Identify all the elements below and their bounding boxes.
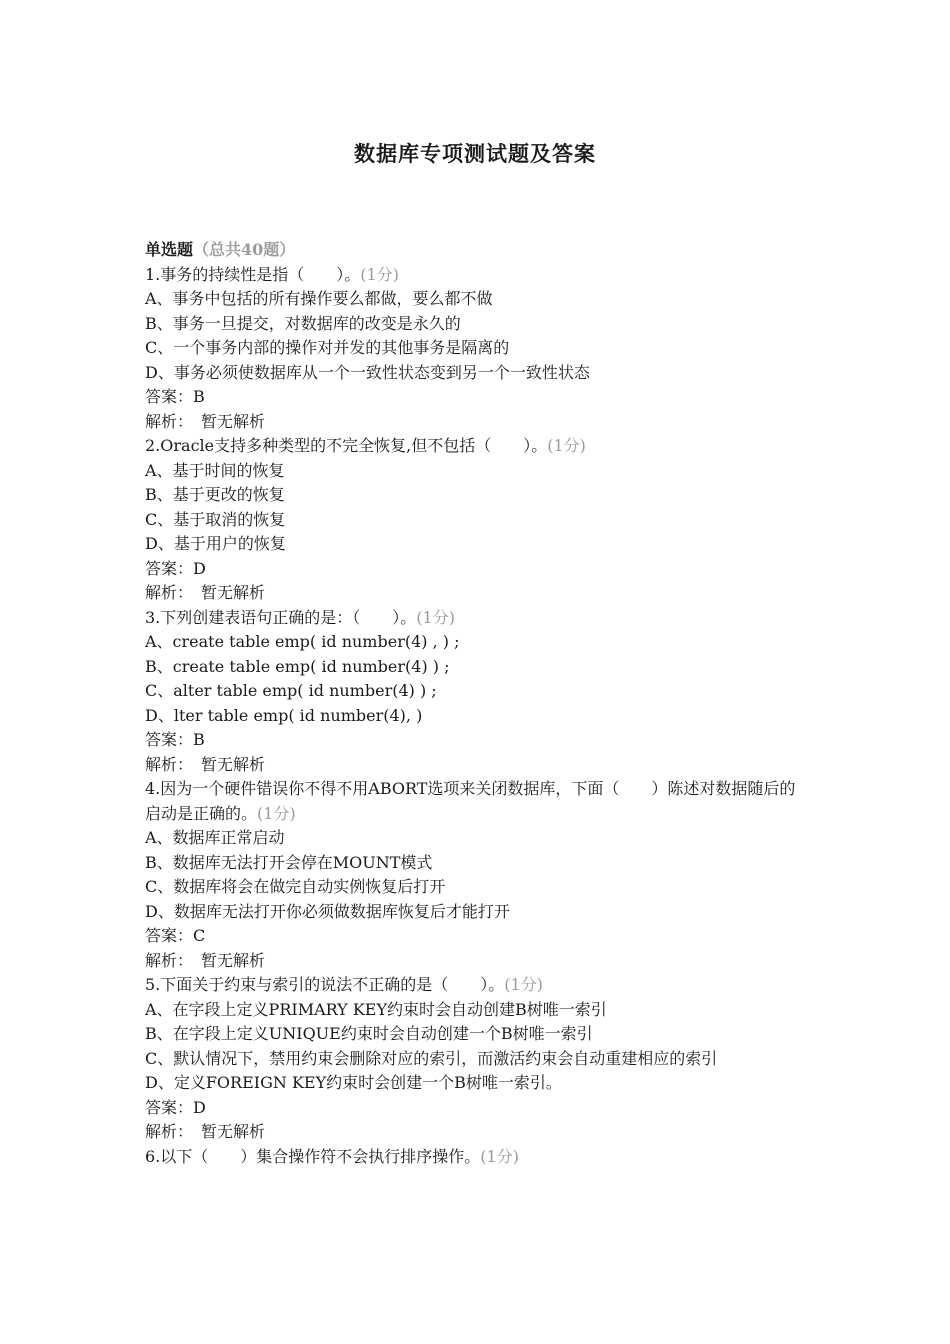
analysis-line: 解析： 暂无解析	[145, 1122, 266, 1141]
question-1	[145, 263, 810, 435]
answer-line: 答案：D	[145, 1097, 206, 1117]
question-stem	[145, 973, 810, 998]
answer-line: 答案：B	[145, 387, 205, 406]
question-text: 2.Oracle支持多种类型的不完全恢复,但不包括（ ）。	[145, 436, 548, 455]
option-c: C、一个事务内部的操作对并发的其他事务是隔离的	[145, 338, 510, 357]
question-score: (1分)	[547, 436, 586, 455]
question-stem	[145, 263, 810, 288]
section-heading	[145, 238, 810, 263]
option-a: A、create table emp( id number(4) , ) ;	[145, 632, 460, 651]
question-score: (1分)	[480, 1146, 519, 1166]
question-5	[145, 973, 810, 1145]
question-stem	[145, 1145, 810, 1170]
question-stem	[145, 777, 810, 826]
answer-line: 答案：C	[145, 926, 206, 945]
question-3	[145, 606, 810, 778]
option-c: C、基于取消的恢复	[145, 509, 286, 529]
page-title: 数据库专项测试题及答案	[354, 141, 596, 166]
analysis-line: 解析： 暂无解析	[145, 411, 266, 431]
question-6	[145, 1145, 810, 1170]
option-a: A、事务中包括的所有操作要么都做，要么都不做	[145, 289, 493, 308]
question-score: (1分)	[416, 607, 455, 627]
option-b: B、数据库无法打开会停在MOUNT模式	[145, 852, 433, 872]
option-b: B、在字段上定义UNIQUE约束时会自动创建一个B树唯一索引	[145, 1024, 593, 1043]
question-score: (1分)	[257, 803, 296, 823]
option-b: B、事务一旦提交，对数据库的改变是永久的	[145, 313, 461, 333]
question-stem	[145, 606, 810, 631]
question-2	[145, 434, 810, 606]
question-text: 5.下面关于约束与索引的说法不正确的是（ ）。	[145, 975, 505, 994]
question-text: 6.以下（ ）集合操作符不会执行排序操作。	[145, 1146, 481, 1166]
option-b: B、基于更改的恢复	[145, 485, 285, 504]
option-d: D、lter table emp( id number(4), )	[145, 705, 423, 725]
answer-line: 答案：B	[145, 730, 205, 749]
question-stem	[145, 434, 810, 459]
option-d: D、事务必须使数据库从一个一致性状态变到另一个一致性状态	[145, 362, 590, 382]
question-text: 4.因为一个硬件错误你不得不用ABORT选项来关闭数据库，下面（ ）陈述对数据随后的启动是正确的。	[145, 779, 796, 823]
question-text: 3.下列创建表语句正确的是：（ ）。	[145, 607, 417, 627]
option-d: D、基于用户的恢复	[145, 534, 286, 553]
option-a: A、在字段上定义PRIMARY KEY约束时会自动创建B树唯一索引	[145, 999, 607, 1019]
option-c: C、默认情况下，禁用约束会删除对应的索引，而激活约束会自动重建相应的索引	[145, 1048, 718, 1068]
answer-line: 答案：D	[145, 558, 206, 578]
question-4	[145, 777, 810, 973]
analysis-line: 解析： 暂无解析	[145, 754, 266, 774]
option-d: D、定义FOREIGN KEY约束时会创建一个B树唯一索引。	[145, 1073, 562, 1092]
option-d: D、数据库无法打开你必须做数据库恢复后才能打开	[145, 901, 510, 921]
option-c: C、alter table emp( id number(4) ) ;	[145, 681, 437, 700]
analysis-line: 解析： 暂无解析	[145, 950, 266, 970]
analysis-line: 解析： 暂无解析	[145, 583, 266, 602]
option-a: A、数据库正常启动	[145, 828, 285, 847]
question-text: 1.事务的持续性是指（ ）。	[145, 264, 361, 284]
option-a: A、基于时间的恢复	[145, 460, 285, 480]
document-body	[145, 238, 810, 1169]
section-count: （总共40题）	[193, 240, 296, 259]
option-c: C、数据库将会在做完自动实例恢复后打开	[145, 877, 446, 896]
option-b: B、create table emp( id number(4) ) ;	[145, 656, 450, 676]
question-score: (1分)	[504, 975, 543, 994]
question-score: (1分)	[360, 264, 399, 284]
section-label: 单选题	[145, 240, 194, 259]
